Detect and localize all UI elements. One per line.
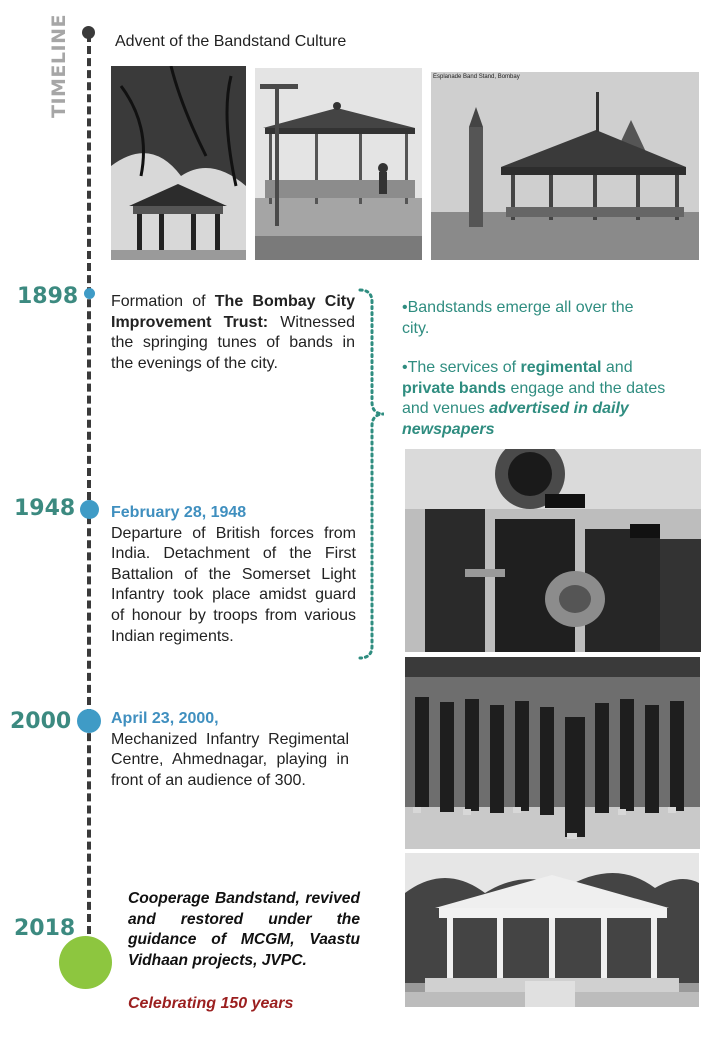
event-1898-bold: The Bombay City Improvement Trust: <box>111 293 355 331</box>
celebrating-150-years: Celebrating 150 years <box>128 995 294 1012</box>
year-1898: 1898 <box>17 284 79 309</box>
event-2000-date: April 23, 2000, <box>111 710 219 727</box>
dotted-bracket <box>356 284 396 664</box>
timeline-dot-2018 <box>59 936 112 989</box>
event-2018-description: Cooperage Bandstand, revived and restored under the guidance of MCGM, Vaastu Vidhaan projects, JVPC. <box>128 890 360 969</box>
year-2018: 2018 <box>14 916 76 941</box>
event-2000-description: April 23, 2000, Mechanized Infantry Regimental Centre, Ahmednagar, playing in front of an audience of 300. <box>111 710 349 789</box>
photo-garden-bandstand <box>111 66 246 260</box>
photo-esplanade-bandstand <box>431 72 699 260</box>
note-bandstands-emerge: •Bandstands emerge all over the city. <box>402 299 634 337</box>
timeline-label: TIMELINE <box>48 14 70 118</box>
photo-seaside-bandstand <box>255 68 422 260</box>
timeline-start-dot <box>82 26 95 39</box>
year-1948: 1948 <box>14 496 76 521</box>
timeline-dot-2000 <box>77 709 101 733</box>
photo-caption: Esplanade Band Stand, Bombay <box>433 74 520 80</box>
event-1948-date: February 28, 1948 <box>111 504 247 521</box>
year-2000: 2000 <box>10 709 72 734</box>
event-1948-description: February 28, 1948 Departure of British forces from India. Detachment of the First Battalion of the Somerset Light Infantry took place amidst guard of honour by troops from various Indian regiments. <box>111 504 356 645</box>
timeline-dot-1898 <box>84 288 95 299</box>
timeline-line <box>87 34 91 934</box>
note-bands-services: •The services of regimental and private bands engage and the dates and venues advertised in daily newspapers <box>402 359 666 438</box>
photo-cooperage-bandstand <box>405 853 699 1007</box>
timeline-dot-1948 <box>80 500 99 519</box>
page-title: Advent of the Bandstand Culture <box>115 33 347 50</box>
event-1898-description: Formation of The Bombay City Improvement Trust: Witnessed the springing tunes of bands in the evenings of the city. <box>111 293 355 372</box>
photo-marching-troops <box>405 657 700 849</box>
photo-military-band <box>405 449 701 652</box>
